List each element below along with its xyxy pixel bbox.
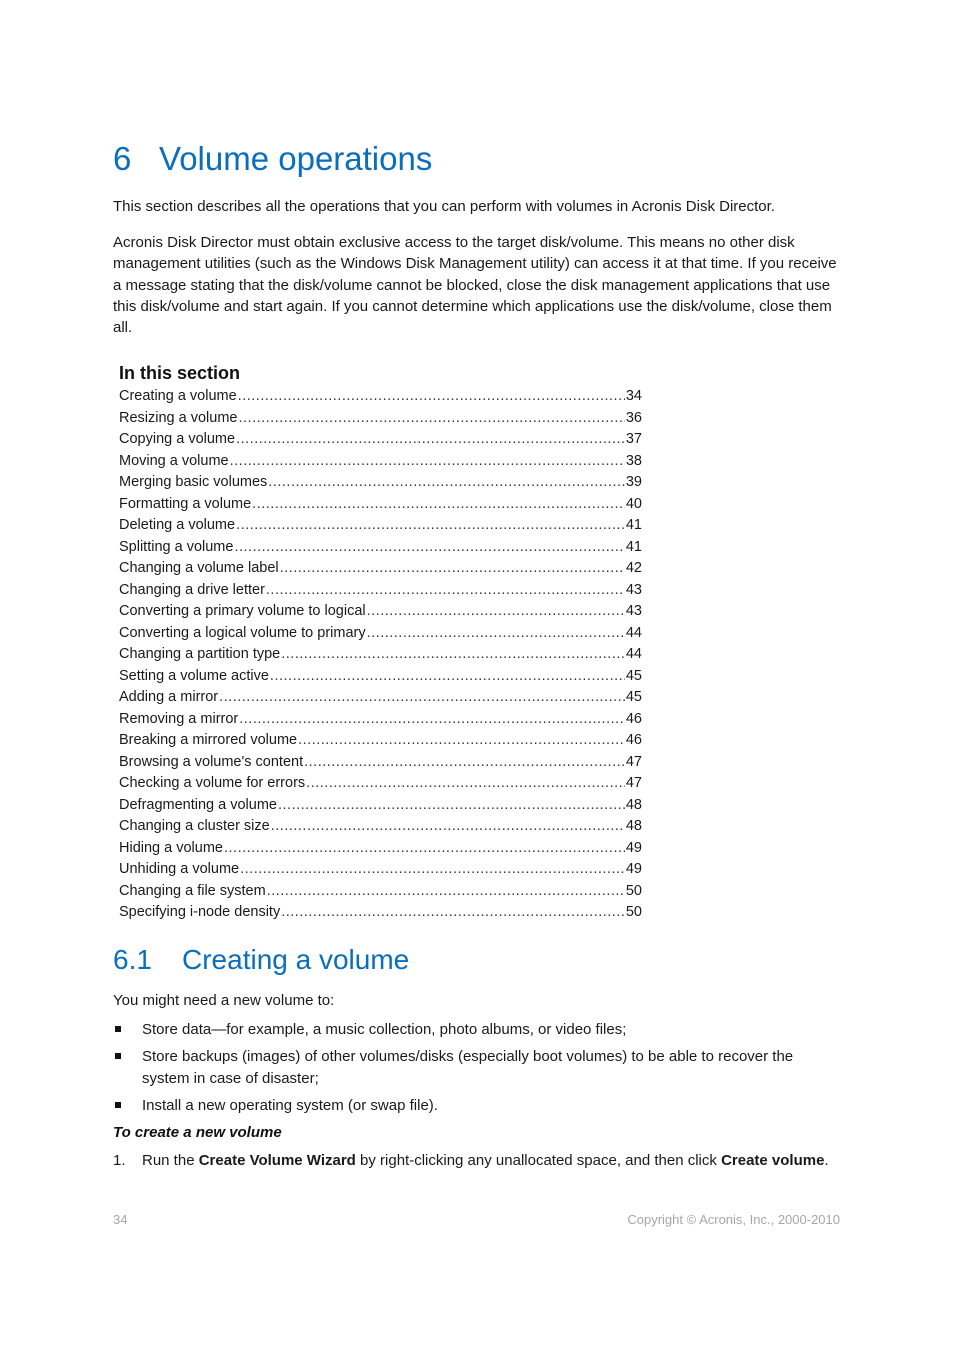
bullet-square-icon [115, 1053, 121, 1059]
toc-heading: In this section [119, 363, 241, 383]
bullet-square-icon [115, 1026, 121, 1032]
toc-entry[interactable] [119, 515, 642, 537]
toc-dot-leader [239, 709, 625, 731]
toc-entry-title[interactable]: Creating a volume [119, 388, 237, 404]
toc-entry[interactable] [119, 666, 642, 688]
toc-entry[interactable] [119, 623, 642, 645]
toc-entry-page[interactable]: 48 [625, 796, 642, 813]
toc-entry[interactable] [119, 537, 642, 559]
toc-dot-leader [234, 537, 624, 559]
toc-entry[interactable] [119, 644, 642, 666]
toc-entry-title[interactable]: Defragmenting a volume [119, 796, 277, 813]
toc-entry-page[interactable]: 47 [625, 775, 642, 791]
toc-entry-page[interactable]: 49 [625, 839, 642, 856]
toc-entry-page[interactable]: 38 [625, 452, 642, 469]
toc-dot-leader [281, 902, 625, 924]
toc-dot-leader [219, 687, 625, 709]
toc-dot-leader [367, 623, 625, 645]
toc-entry-page[interactable]: 45 [625, 667, 642, 684]
toc-entry-page[interactable]: 43 [625, 581, 642, 598]
toc-entry-title[interactable]: Changing a volume label [119, 560, 279, 576]
chapter-number: 6 [113, 140, 132, 177]
toc-entry-title[interactable]: Browsing a volume's content [119, 753, 304, 770]
toc-entry-page[interactable]: 39 [625, 474, 642, 490]
toc-entry-page[interactable]: 46 [625, 732, 642, 748]
step-text-c: . [824, 1152, 829, 1169]
toc-entry-title[interactable]: Adding a mirror [119, 689, 219, 705]
step-bold-create-volume: Create volume [721, 1152, 825, 1169]
bullet-item [113, 1095, 838, 1117]
toc-entry-page[interactable]: 36 [625, 409, 642, 426]
toc-entry-title[interactable]: Removing a mirror [119, 710, 239, 727]
bullet-text: Store backups (images) of other volumes/disks (especially boot volumes) to be able to recover the system in case of disaster; [142, 1048, 794, 1087]
toc-entry-page[interactable]: 49 [625, 861, 642, 877]
toc-entry[interactable] [119, 816, 642, 838]
toc-entry[interactable] [119, 881, 642, 903]
toc-entry-title[interactable]: Moving a volume [119, 452, 229, 469]
toc-entry[interactable] [119, 472, 642, 494]
toc-dot-leader [236, 515, 625, 537]
section-number: 6.1 [113, 944, 152, 975]
bullet-text: Store data—for example, a music collection, photo albums, or video files; [142, 1021, 627, 1038]
step-number: 1. [113, 1152, 126, 1169]
toc-list [119, 386, 642, 924]
toc-entry-page[interactable]: 47 [625, 753, 642, 770]
procedure-title: To create a new volume [113, 1124, 282, 1141]
toc-entry-page[interactable]: 50 [625, 904, 642, 920]
toc-dot-leader [281, 644, 625, 666]
toc-dot-leader [266, 580, 625, 602]
toc-entry-title[interactable]: Formatting a volume [119, 495, 252, 512]
toc-entry-page[interactable]: 44 [625, 646, 642, 662]
bullet-item [113, 1019, 838, 1041]
toc-entry[interactable] [119, 730, 642, 752]
toc-dot-leader [238, 408, 624, 430]
section-lead: You might need a new volume to: [113, 992, 335, 1009]
toc-entry-title[interactable]: Deleting a volume [119, 517, 236, 533]
toc-entry[interactable] [119, 709, 642, 731]
toc-entry-title[interactable]: Splitting a volume [119, 538, 234, 555]
toc-entry-page[interactable]: 43 [625, 603, 642, 619]
toc-entry-title[interactable]: Unhiding a volume [119, 861, 240, 877]
toc-entry-title[interactable]: Changing a file system [119, 882, 266, 899]
section-heading [113, 944, 409, 976]
bullet-square-icon [115, 1102, 121, 1108]
toc-entry[interactable] [119, 795, 642, 817]
toc-entry[interactable] [119, 687, 642, 709]
toc-dot-leader [224, 838, 625, 860]
step-list [113, 1150, 838, 1172]
toc-entry-page[interactable]: 46 [625, 710, 642, 727]
chapter-heading [113, 140, 432, 178]
toc-dot-leader [267, 881, 625, 903]
toc-entry-title[interactable]: Hiding a volume [119, 839, 223, 856]
toc-entry-page[interactable]: 44 [625, 624, 642, 641]
toc-entry[interactable] [119, 429, 642, 451]
bullet-list [113, 1019, 838, 1122]
toc-entry-title[interactable]: Converting a primary volume to logical [119, 603, 366, 619]
toc-dot-leader [298, 730, 625, 752]
toc-entry-title[interactable]: Copying a volume [119, 431, 236, 447]
toc-entry-title[interactable]: Specifying i-node density [119, 904, 281, 920]
toc-entry-page[interactable]: 41 [625, 517, 642, 533]
toc-entry-page[interactable]: 42 [625, 560, 642, 576]
toc-entry[interactable] [119, 580, 642, 602]
toc-entry-title[interactable]: Changing a partition type [119, 646, 281, 662]
section-title: Creating a volume [182, 944, 410, 975]
toc-entry-title[interactable]: Checking a volume for errors [119, 775, 306, 791]
toc-entry-title[interactable]: Merging basic volumes [119, 474, 268, 490]
toc-entry[interactable] [119, 494, 642, 516]
footer-copyright: Copyright © Acronis, Inc., 2000-2010 [627, 1212, 840, 1227]
toc-entry-page[interactable]: 40 [625, 495, 642, 512]
toc-entry-title[interactable]: Changing a cluster size [119, 818, 270, 834]
toc-dot-leader [268, 472, 625, 494]
toc-dot-leader [280, 558, 625, 580]
toc-entry[interactable] [119, 859, 642, 881]
step-bold-wizard: Create Volume Wizard [198, 1152, 356, 1169]
toc-entry[interactable] [119, 558, 642, 580]
toc-dot-leader [304, 752, 625, 774]
toc-entry[interactable] [119, 408, 642, 430]
toc-entry-title[interactable]: Breaking a mirrored volume [119, 732, 298, 748]
toc-entry[interactable] [119, 451, 642, 473]
toc-entry-page[interactable]: 48 [625, 818, 642, 834]
toc-dot-leader [271, 816, 625, 838]
toc-entry[interactable] [119, 752, 642, 774]
toc-entry[interactable] [119, 838, 642, 860]
step-text-b: by right-clicking any unallocated space, and then click [355, 1152, 722, 1169]
toc-entry-title[interactable]: Converting a logical volume to primary [119, 624, 366, 641]
chapter-title: Volume operations [159, 140, 433, 177]
footer-page-number: 34 [113, 1212, 128, 1227]
bullet-text: Install a new operating system (or swap file). [142, 1096, 438, 1114]
toc-dot-leader [270, 666, 625, 688]
toc-entry[interactable] [119, 902, 642, 924]
access-note-paragraph: Acronis Disk Director must obtain exclusive access to the target disk/volume. This means no other disk management utilities (such as the Windows Disk Management utility) can access it at that time. If you receive a message stating that the disk/volume cannot be blocked, close the disk management applications that use this disk/volume and start again. If you cannot determine which applications use the disk/volume, close them all. [113, 234, 837, 337]
step-item [113, 1150, 838, 1172]
bullet-item [113, 1046, 838, 1089]
toc-entry-title[interactable]: Resizing a volume [119, 409, 238, 426]
toc-entry-title[interactable]: Setting a volume active [119, 667, 269, 684]
toc-dot-leader [252, 494, 625, 516]
toc-entry-page[interactable]: 37 [625, 431, 642, 447]
toc-dot-leader [236, 429, 625, 451]
toc-entry-page[interactable]: 45 [625, 689, 642, 705]
toc-entry[interactable] [119, 773, 642, 795]
toc-dot-leader [238, 386, 625, 408]
step-text-a: Run the [142, 1152, 199, 1169]
toc-entry[interactable] [119, 601, 642, 623]
toc-dot-leader [306, 773, 625, 795]
toc-entry-page[interactable]: 50 [625, 882, 642, 899]
toc-dot-leader [278, 795, 625, 817]
toc-dot-leader [230, 451, 625, 473]
intro-paragraph: This section describes all the operations that you can perform with volumes in Acronis Disk Director. [113, 198, 775, 215]
toc-entry[interactable] [119, 386, 642, 408]
toc-dot-leader [367, 601, 625, 623]
toc-entry-title[interactable]: Changing a drive letter [119, 581, 265, 598]
toc-entry-page[interactable]: 34 [625, 388, 642, 404]
toc-dot-leader [240, 859, 625, 881]
toc-entry-page[interactable]: 41 [625, 538, 642, 555]
